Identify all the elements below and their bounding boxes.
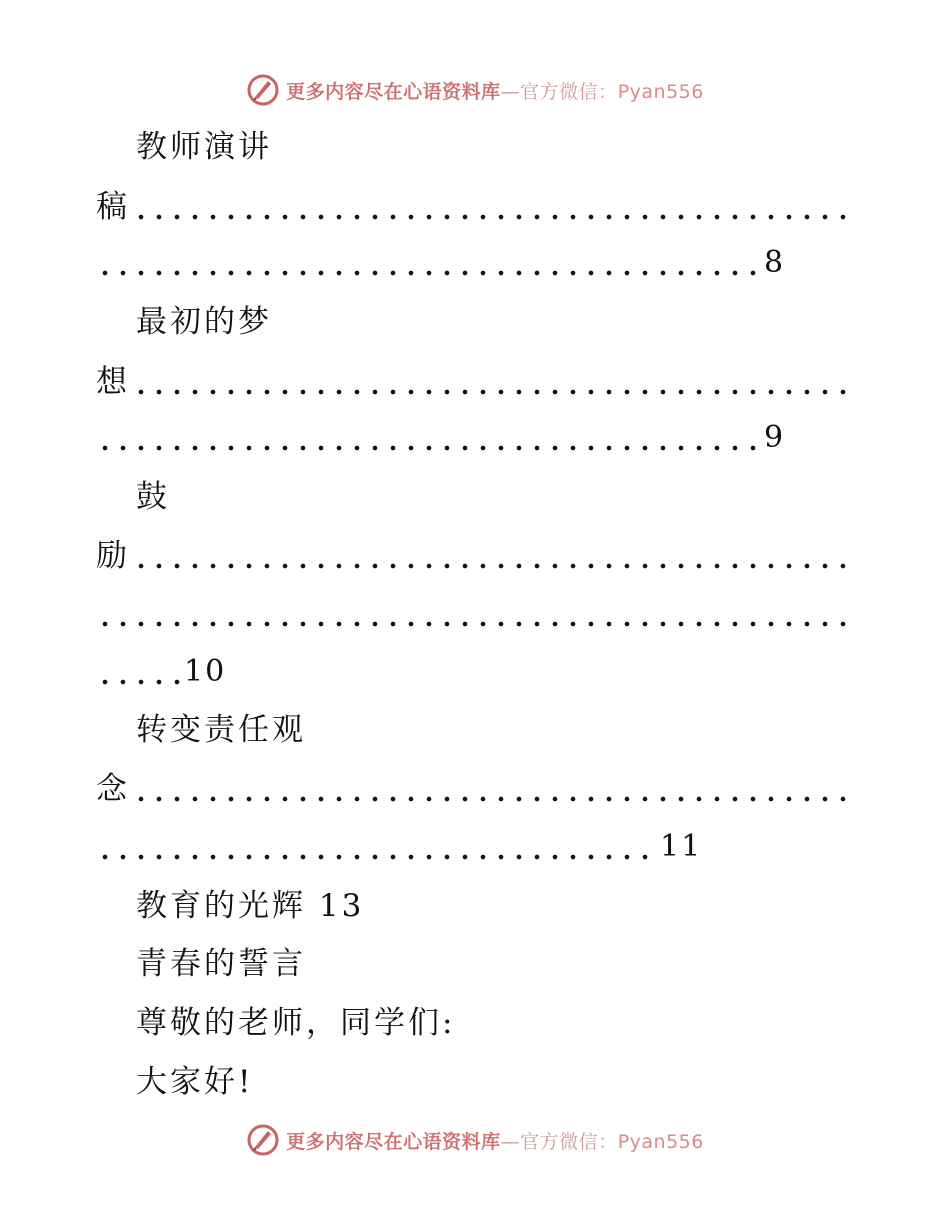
toc-entry-2-tail-char: 想 bbox=[96, 364, 127, 400]
toc-entry-4-page: 11 bbox=[660, 829, 703, 864]
dot-leader bbox=[96, 827, 658, 867]
footer-banner-id: Pyan556 bbox=[617, 1130, 704, 1153]
dot-leader bbox=[96, 418, 762, 458]
toc-entry-3-tail-char: 励 bbox=[96, 538, 127, 574]
toc-entry-3-page: 10 bbox=[184, 654, 227, 689]
dot-leader bbox=[132, 362, 846, 402]
quill-logo-icon bbox=[246, 1123, 280, 1157]
footer-banner bbox=[0, 1120, 950, 1160]
toc-entry-4-tail-char: 念 bbox=[96, 771, 127, 807]
toc-entry-1-page: 8 bbox=[764, 245, 786, 280]
toc-entry-4-dots-row-2 bbox=[96, 827, 702, 867]
toc-entry-4-dots-row-1 bbox=[96, 769, 846, 809]
toc-entry-2-dots-row-1 bbox=[96, 362, 846, 402]
speech-salutation: 尊敬的老师，同学们: bbox=[136, 1005, 456, 1041]
quill-logo-icon bbox=[246, 73, 280, 107]
dot-leader bbox=[96, 594, 846, 634]
toc-entry-3-dots-row-1 bbox=[96, 536, 846, 576]
header-banner-text bbox=[286, 77, 704, 104]
toc-entry-3-dots-row-2 bbox=[96, 594, 846, 634]
dot-leader bbox=[96, 243, 762, 283]
dot-leader bbox=[96, 652, 182, 692]
toc-entry-2-page: 9 bbox=[764, 420, 786, 455]
dot-leader bbox=[132, 187, 846, 227]
toc-entry-3-dots-row-3 bbox=[96, 652, 226, 692]
dot-leader bbox=[132, 769, 846, 809]
toc-entry-2-title: 最初的梦 bbox=[136, 304, 272, 340]
footer-banner-text bbox=[286, 1127, 704, 1154]
toc-entry-1-tail-char: 稿 bbox=[96, 189, 127, 225]
header-banner bbox=[0, 70, 950, 110]
toc-entry-5: 教育的光辉 13 bbox=[136, 888, 365, 924]
footer-banner-strong: 更多内容尽在心语资料库 bbox=[286, 1130, 501, 1153]
toc-entry-1-dots-row-2 bbox=[96, 243, 785, 283]
footer-banner-dash: — bbox=[500, 1130, 521, 1153]
toc-entry-1-dots-row-1 bbox=[96, 187, 846, 227]
speech-greeting: 大家好! bbox=[136, 1064, 254, 1100]
header-banner-dash: — bbox=[500, 80, 521, 103]
speech-heading: 青春的誓言 bbox=[136, 946, 306, 982]
toc-entry-1-title: 教师演讲 bbox=[136, 129, 272, 165]
dot-leader bbox=[132, 536, 846, 576]
header-banner-id: Pyan556 bbox=[617, 80, 704, 103]
header-banner-wechat: 官方微信： bbox=[520, 80, 618, 103]
footer-banner-wechat: 官方微信： bbox=[520, 1130, 618, 1153]
header-banner-strong: 更多内容尽在心语资料库 bbox=[286, 80, 501, 103]
toc-entry-2-dots-row-2 bbox=[96, 418, 785, 458]
toc-entry-4-title: 转变责任观 bbox=[136, 712, 306, 748]
toc-entry-3-title: 鼓 bbox=[136, 479, 170, 515]
